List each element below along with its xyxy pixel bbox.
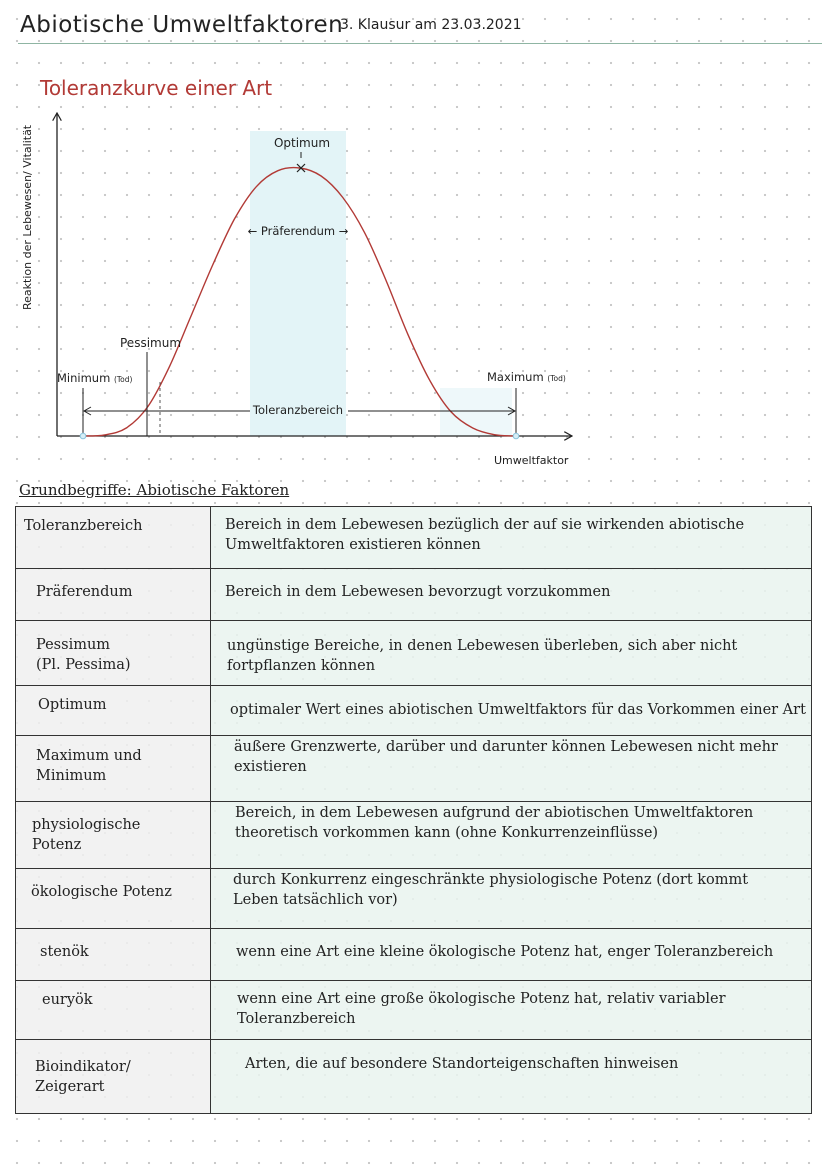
term-text: Optimum xyxy=(38,697,107,713)
definition-cell xyxy=(211,802,812,869)
y-axis-label: Reaktion der Lebewesen/ Vitalität xyxy=(21,124,34,310)
table-row xyxy=(16,869,812,929)
x-axis-label: Umweltfaktor xyxy=(494,454,569,467)
optimum-label: Optimum xyxy=(273,136,331,150)
definition-text: ungünstige Bereiche, in denen Lebewesen überleben, sich aber nicht xyxy=(227,638,738,654)
table-row xyxy=(16,686,812,736)
term-text: Pessimum xyxy=(36,637,111,653)
term-cell xyxy=(16,507,211,569)
term-text: Präferendum xyxy=(36,584,133,600)
term-text: Potenz xyxy=(32,837,82,853)
minimum-label: Minimum (Tod) xyxy=(57,371,133,385)
page-header xyxy=(0,0,828,44)
definition-text: existieren xyxy=(234,759,307,775)
term-text: euryök xyxy=(42,992,93,1008)
term-cell xyxy=(16,686,211,736)
term-cell xyxy=(16,736,211,802)
table-row xyxy=(16,981,812,1040)
definition-cell xyxy=(211,981,812,1040)
praeferendum-label: ← Präferendum → xyxy=(247,224,349,238)
definition-text: theoretisch vorkommen kann (ohne Konkurrenzeinflüsse) xyxy=(235,825,659,841)
definition-text: wenn eine Art eine große ökologische Potenz hat, relativ variabler xyxy=(237,991,726,1007)
term-text: Zeigerart xyxy=(35,1079,105,1095)
definition-text: durch Konkurrenz eingeschränkte physiologische Potenz (dort kommt xyxy=(233,872,749,888)
definition-cell xyxy=(211,869,812,929)
term-text: stenök xyxy=(40,944,89,960)
definition-cell xyxy=(211,929,812,981)
table-row xyxy=(16,736,812,802)
definition-text: äußere Grenzwerte, darüber und darunter können Lebewesen nicht mehr xyxy=(234,739,778,755)
term-text: Bioindikator/ xyxy=(35,1059,131,1075)
pessimum-label: Pessimum xyxy=(120,336,182,350)
tolerance-curve-chart xyxy=(0,100,828,472)
definition-cell xyxy=(211,507,812,569)
term-cell xyxy=(16,569,211,621)
definition-text: optimaler Wert eines abiotischen Umweltfaktors für das Vorkommen einer Art xyxy=(230,702,806,718)
maximum-label: Maximum (Tod) xyxy=(487,370,566,384)
term-cell xyxy=(16,929,211,981)
section-title: Grundbegriffe: Abiotische Faktoren xyxy=(19,481,290,499)
term-cell xyxy=(16,621,211,686)
definition-text: Arten, die auf besondere Standorteigenschaften hinweisen xyxy=(245,1056,679,1072)
table-row xyxy=(16,802,812,869)
term-cell xyxy=(16,1040,211,1114)
term-text: physiologische xyxy=(32,817,141,833)
term-cell xyxy=(16,869,211,929)
definition-text: Toleranzbereich xyxy=(237,1011,356,1027)
definition-cell xyxy=(211,686,812,736)
term-text: ökologische Potenz xyxy=(31,884,172,900)
term-text: Minimum xyxy=(36,768,107,784)
definition-text: Bereich, in dem Lebewesen aufgrund der abiotischen Umweltfaktoren xyxy=(235,805,754,821)
definition-text: wenn eine Art eine kleine ökologische Potenz hat, enger Toleranzbereich xyxy=(236,944,774,960)
header-divider xyxy=(18,43,822,44)
definition-cell xyxy=(211,736,812,802)
chart-title: Toleranzkurve einer Art xyxy=(40,76,273,100)
term-text: (Pl. Pessima) xyxy=(36,657,131,673)
table-row xyxy=(16,1040,812,1114)
table-row xyxy=(16,621,812,686)
maximum-point xyxy=(513,433,519,439)
definition-text: Leben tatsächlich vor) xyxy=(233,892,398,908)
table-row xyxy=(16,569,812,621)
minimum-point xyxy=(80,433,86,439)
praeferendum-band xyxy=(250,131,346,436)
table-row xyxy=(16,929,812,981)
definition-text: fortpflanzen können xyxy=(227,658,376,674)
term-cell xyxy=(16,981,211,1040)
exam-date-subtitle: 3. Klausur am 23.03.2021 xyxy=(340,17,522,33)
toleranzbereich-label: Toleranzbereich xyxy=(252,403,344,417)
page-title: Abiotische Umweltfaktoren xyxy=(20,12,344,38)
definition-text: Bereich in dem Lebewesen bezüglich der auf sie wirkenden abiotische xyxy=(225,517,745,533)
table-row xyxy=(16,507,812,569)
terms-table xyxy=(15,506,812,1114)
term-cell xyxy=(16,802,211,869)
definition-text: Umweltfaktoren existieren können xyxy=(225,537,481,553)
definition-cell xyxy=(211,1040,812,1114)
definition-cell xyxy=(211,621,812,686)
term-text: Toleranzbereich xyxy=(24,518,143,534)
definition-cell xyxy=(211,569,812,621)
definition-text: Bereich in dem Lebewesen bevorzugt vorzukommen xyxy=(225,584,611,600)
term-text: Maximum und xyxy=(36,748,142,764)
